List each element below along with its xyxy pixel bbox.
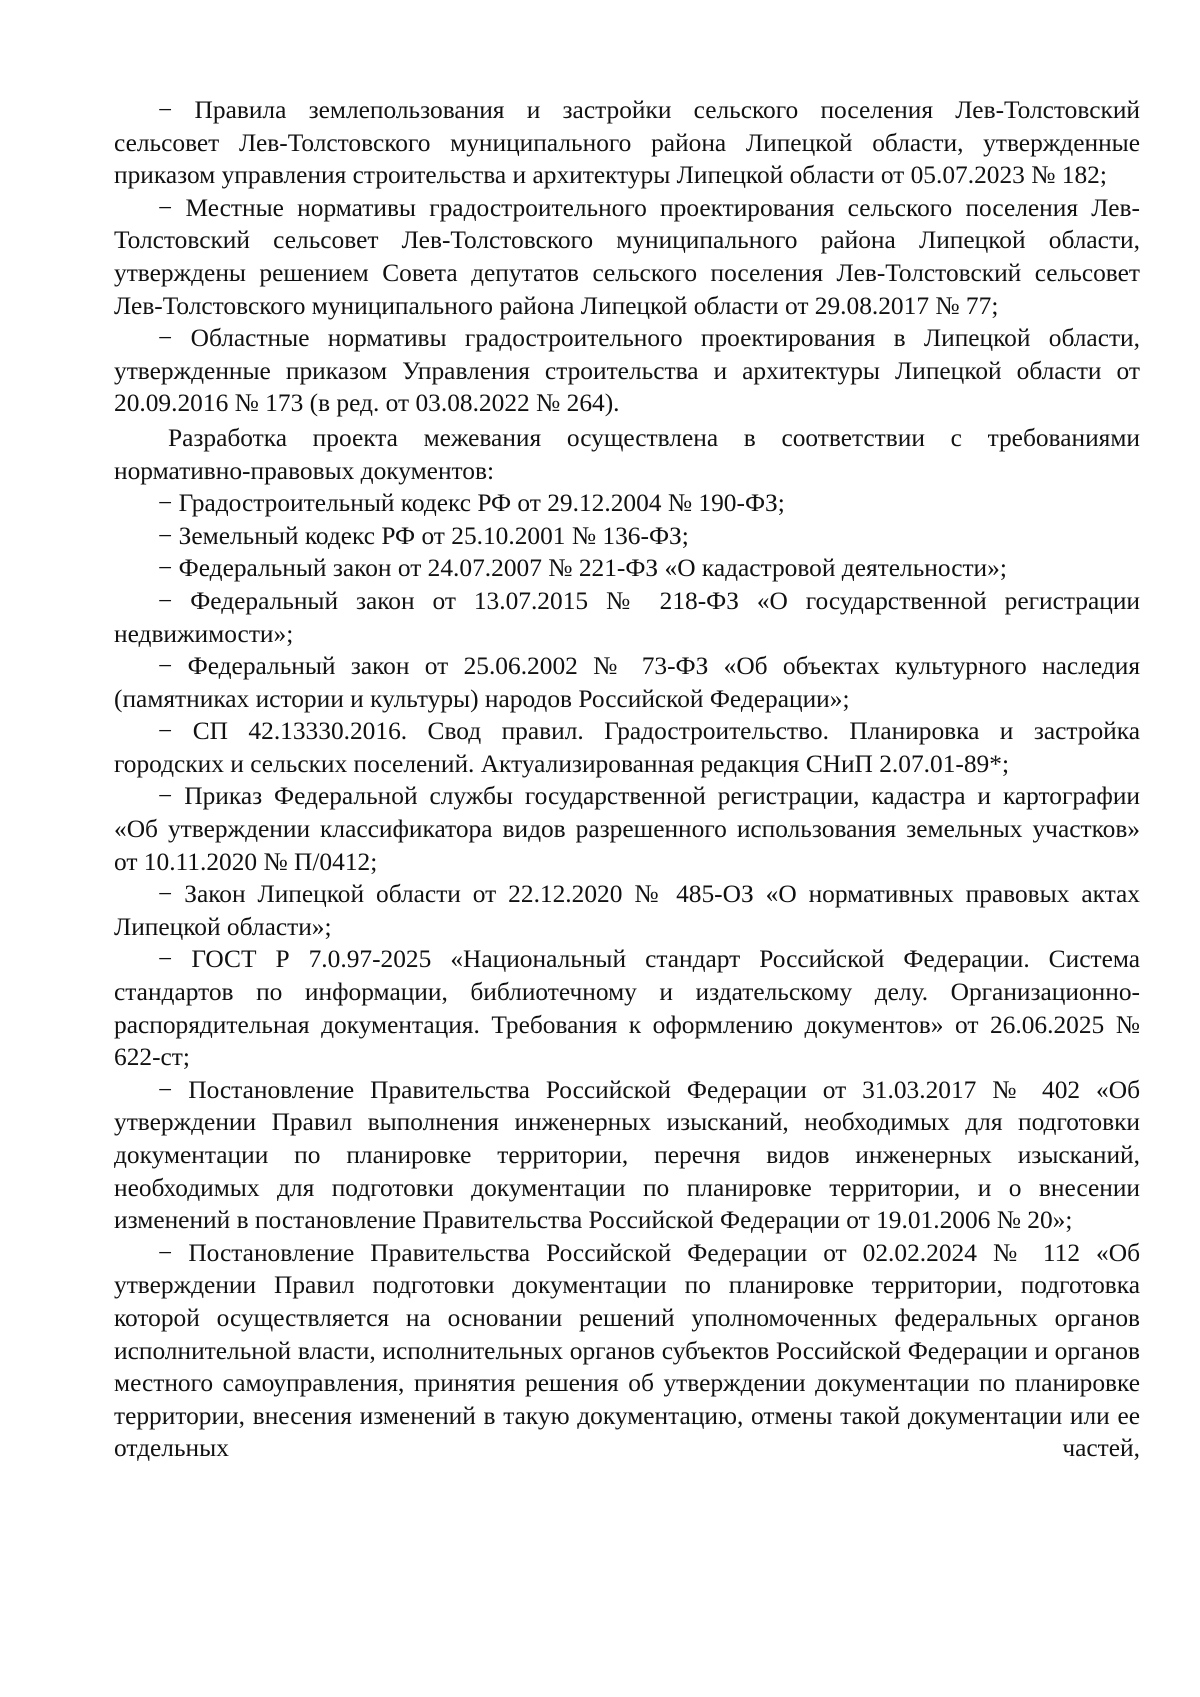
paragraph-intro-requirements: Разработка проекта межевания осуществлена в соответствии с требованиями нормативно-правовых документов: (114, 423, 1140, 485)
paragraph-local-standards: − Местные нормативы градостроительного проектирования сельского поселения Лев-Толстовский сельсовет Лев-Толстовского муниципального района Липецкой области, утверждены решением Совета депутатов сельского поселения Лев-Толстовский сельсовет Лев-Толстовского муниципального района Липецкой области от 29.08.2017 № 77; (114, 193, 1140, 320)
paragraph-law-cultural-heritage: − Федеральный закон от 25.06.2002 № 73-ФЗ «Об объектах культурного наследия (памятниках истории и культуры) народов Российской Федерации»; (114, 652, 1140, 713)
paragraph-resolution-112: − Постановление Правительства Российской Федерации от 02.02.2024 № 112 «Об утверждении Правил подготовки документации по планировке территории, подготовка которой осуществляется на основании решений уполномоченных федеральных органов исполнительной власти, исполнительных органов субъектов Российской Федерации и органов местного самоуправления, принятия решения об утверждении документации по планировке территории, внесения изменений в такую документацию, отмены такой документации или ее отдельных частей, (114, 1238, 1140, 1463)
paragraph-law-registration: − Федеральный закон от 13.07.2015 № 218-ФЗ «О государственной регистрации недвижимости»; (114, 586, 1140, 648)
paragraph-regional-standards: − Областные нормативы градостроительного проектирования в Липецкой области, утвержденные приказом Управления строительства и архитектуры Липецкой области от 20.09.2016 № 173 (в ред. от 03.08.2022 № 264). (114, 324, 1140, 418)
paragraph-lipetsk-law: − Закон Липецкой области от 22.12.2020 № 485-ОЗ «О нормативных правовых актах Липецкой области»; (114, 880, 1140, 941)
paragraph-urban-planning-code: − Градостроительный кодекс РФ от 29.12.2004 № 190-ФЗ; (158, 489, 785, 518)
paragraph-rosreestr-order: − Приказ Федеральной службы государственной регистрации, кадастра и картографии «Об утверждении классификатора видов разрешенного использования земельных участков» от 10.11.2020 № П/0412; (114, 782, 1140, 876)
paragraph-resolution-402: − Постановление Правительства Российской Федерации от 31.03.2017 № 402 «Об утверждении Правил выполнения инженерных изысканий, необходимых для подготовки документации по планировке территории, перечня видов инженерных изысканий, необходимых для подготовки документации по планировке территории, и о внесении изменений в постановление Правительства Российской Федерации от 19.01.2006 № 20»; (114, 1075, 1140, 1235)
paragraph-law-cadastral: − Федеральный закон от 24.07.2007 № 221-ФЗ «О кадастровой деятельности»; (158, 554, 1007, 583)
paragraph-gost: − ГОСТ Р 7.0.97-2025 «Национальный стандарт Российской Федерации. Система стандартов по информации, библиотечному и издательскому делу. Организационно-распорядительная документация. Требования к оформлению документов» от 26.06.2025 № 622-ст; (114, 945, 1140, 1072)
paragraph-sp-42: − СП 42.13330.2016. Свод правил. Градостроительство. Планировка и застройка городских и сельских поселений. Актуализированная редакция СНиП 2.07.01-89*; (114, 717, 1140, 778)
paragraph-land-use-rules: − Правила землепользования и застройки сельского поселения Лев-Толстовский сельсовет Лев-Толстовского муниципального района Липецкой области, утвержденные приказом управления строительства и архитектуры Липецкой области от 05.07.2023 № 182; (114, 96, 1140, 190)
paragraph-land-code: − Земельный кодекс РФ от 25.10.2001 № 136-ФЗ; (158, 521, 689, 550)
